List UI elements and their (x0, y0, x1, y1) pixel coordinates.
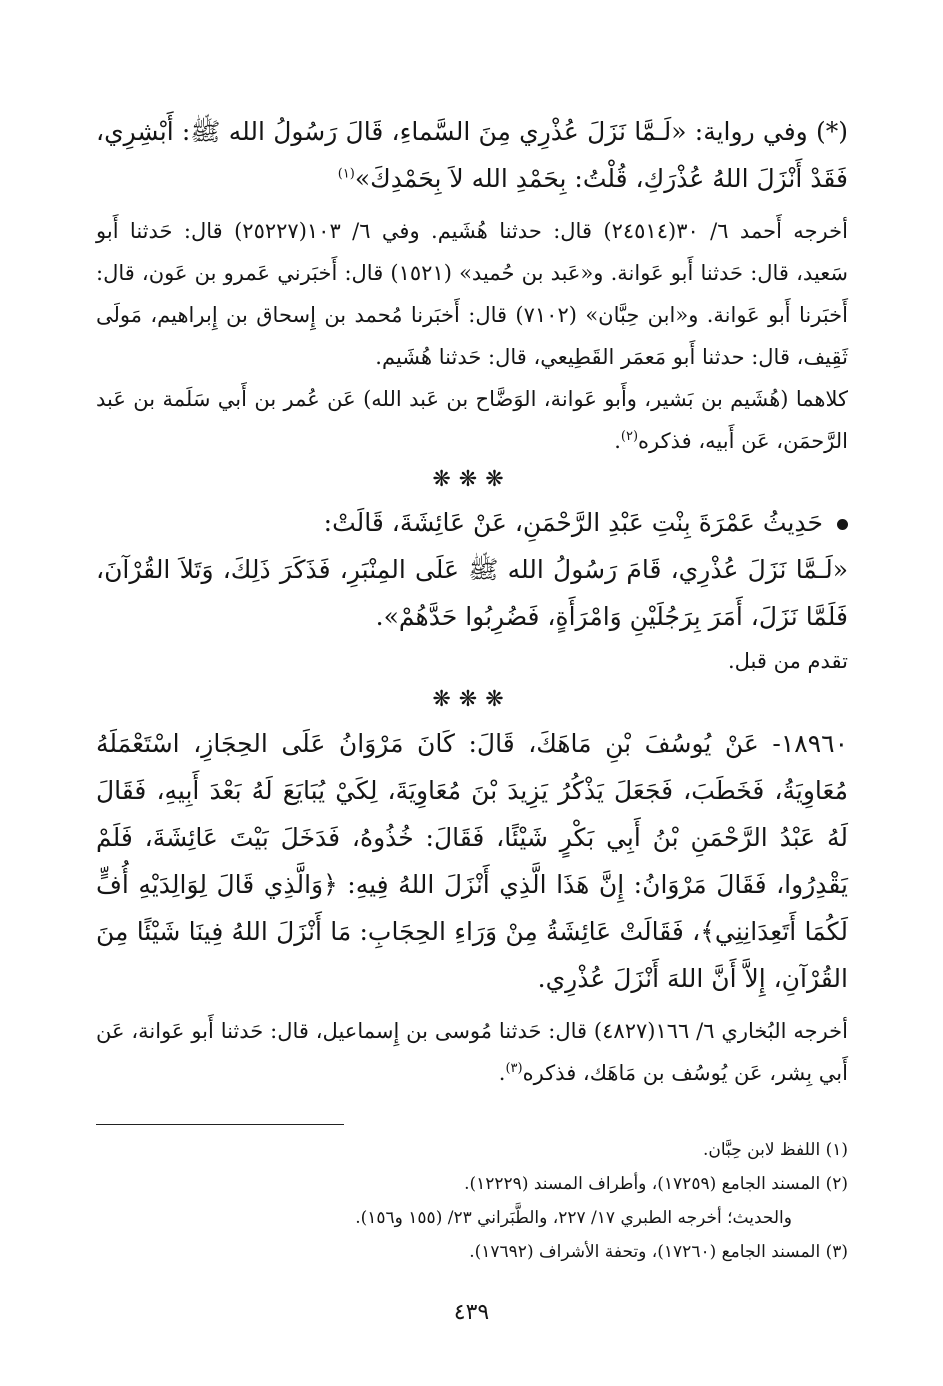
footnote-2-continuation: والحديث؛ أخرجه الطبري ١٧/ ٢٢٧، والطَّبَراني ٢٣/ (١٥٥ و١٥٦). (355, 1208, 792, 1228)
footnotes (96, 1133, 848, 1269)
page-content (96, 108, 848, 1269)
page-number: ٤٣٩ (453, 1300, 490, 1325)
takhrij-bukhari: أخرجه البُخاري ٦/ ١٦٦(٤٨٢٧) قال: حَدثنا مُوسى بن إِسماعيل، قال: حَدثنا أَبو عَوانة، عَن أَبي بِشر، عَن يُوسُف بن مَاهَك، فذكره$^{(٣)}$. (96, 1019, 848, 1085)
footnote-ref-2: (٢) (620, 429, 639, 444)
footnote-1: (١) اللفظ لابن حِبَّان. (703, 1140, 848, 1160)
footnote-ref-3: (٣) (505, 1061, 523, 1076)
footnote-divider (96, 1124, 344, 1125)
footnote-3: (٣) المسند الجامع (١٧٢٦٠)، وتحفة الأشراف (١٧٦٩٢). (469, 1242, 848, 1262)
hadith-variant-narration: (*) وفي رواية: «لَـمَّا نَزَلَ عُذْرِي مِنَ السَّماءِ، قَالَ رَسُولُ الله ﷺ: أَبْشِرِي، فَقَدْ أَنْزَلَ اللهُ عُذْرَكِ، قُلْتُ: بِحَمْدِ الله لاَ بِحَمْدِكَ»$^{(١)}$ (96, 117, 848, 193)
bullet-icon (837, 519, 848, 530)
previously-mentioned-note: تقدم من قبل. (727, 649, 848, 673)
hadith-text-amra: «لَـمَّا نَزَلَ عُذْرِي، قَامَ رَسُولُ الله ﷺ عَلَى المِنْبَرِ، فَذَكَرَ ذَلِكَ، وَتَلاَ القُرْآنَ، فَلَمَّا نَزَلَ، أَمَرَ بِرَجُلَيْنِ وَامْرَأَةٍ، فَضُرِبُوا حَدَّهُمْ». (96, 555, 848, 631)
footnote-ref-1: (١) (337, 166, 355, 182)
takhrij-ahmad: أخرجه أَحمد ٦/ ٣٠(٢٤٥١٤) قال: حدثنا هُشَيم. وفي ٦/ ١٠٣(٢٥٢٢٧) قال: حَدثنا أَبو سَعيد، قال: حَدثنا أَبو عَوانة. و«عَبد بن حُميد» (١٥٢١) قال: أَخبَرني عَمرو بن عَون، قال: أَخبَرنا أَبو عَوانة. و«ابن حِبَّان» (٧١٠٢) قال: أَخبَرنا مُحمد بن إِسحاق بن إِبراهيم، مَولَى ثَقِيف، قال: حدثنا أَبو مَعمَر القَطِيعي، قال: حَدثنا هُشَيم. (96, 219, 849, 369)
takhrij-chain-summary: كلاهما (هُشَيم بن بَشير، وأَبو عَوانة، الوَضَّاح بن عَبد الله) عَن عُمر بن أَبي سَلَمة بن عَبد الرَّحمَن، عَن أَبيه، فذكره$^{(٢)}$. (96, 387, 848, 453)
hadith-18960: ١٨٩٦٠- عَنْ يُوسُفَ بْنِ مَاهَكَ، قَالَ: كَانَ مَرْوَانُ عَلَى الحِجَازِ، اسْتَعْمَلَهُ مُعَاوِيَةُ، فَخَطَبَ، فَجَعَلَ يَذْكُرُ يَزِيدَ بْنَ مُعَاوِيَةَ، لِكَيْ يُبَايَعَ لَهُ بَعْدَ أَبِيهِ، فَقَالَ لَهُ عَبْدُ الرَّحْمَنِ بْنُ أَبِي بَكْرٍ شَيْئًا، فَقَالَ: خُذُوهُ، فَدَخَلَ بَيْتَ عَائِشَةَ، فَلَمْ يَقْدِرُوا، فَقَالَ مَرْوَانُ: إِنَّ هَذَا الَّذِي أَنْزَلَ اللهُ فِيهِ: ﴿وَالَّذِي قَالَ لِوَالِدَيْهِ أُفٍّ لَكُمَا أَتَعِدَانِنِي﴾، فَقَالَتْ عَائِشَةُ مِنْ وَرَاءِ الحِجَابِ: مَا أَنْزَلَ اللهُ فِينَا شَيْئًا مِنَ القُرْآنِ، إِلاَّ أَنَّ اللهَ أَنْزَلَ عُذْرِي. (96, 729, 848, 993)
section-separator: ❋❋❋ (432, 687, 512, 712)
section-separator: ❋❋❋ (432, 467, 512, 492)
footnote-2: (٢) المسند الجامع (١٧٢٥٩)، وأطراف المسند (١٢٢٢٩). (464, 1174, 848, 1194)
hadith-heading-amra: حَدِيثُ عَمْرَةَ بِنْتِ عَبْدِ الرَّحْمَنِ، عَنْ عَائِشَةَ، قَالَتْ: (96, 500, 848, 546)
